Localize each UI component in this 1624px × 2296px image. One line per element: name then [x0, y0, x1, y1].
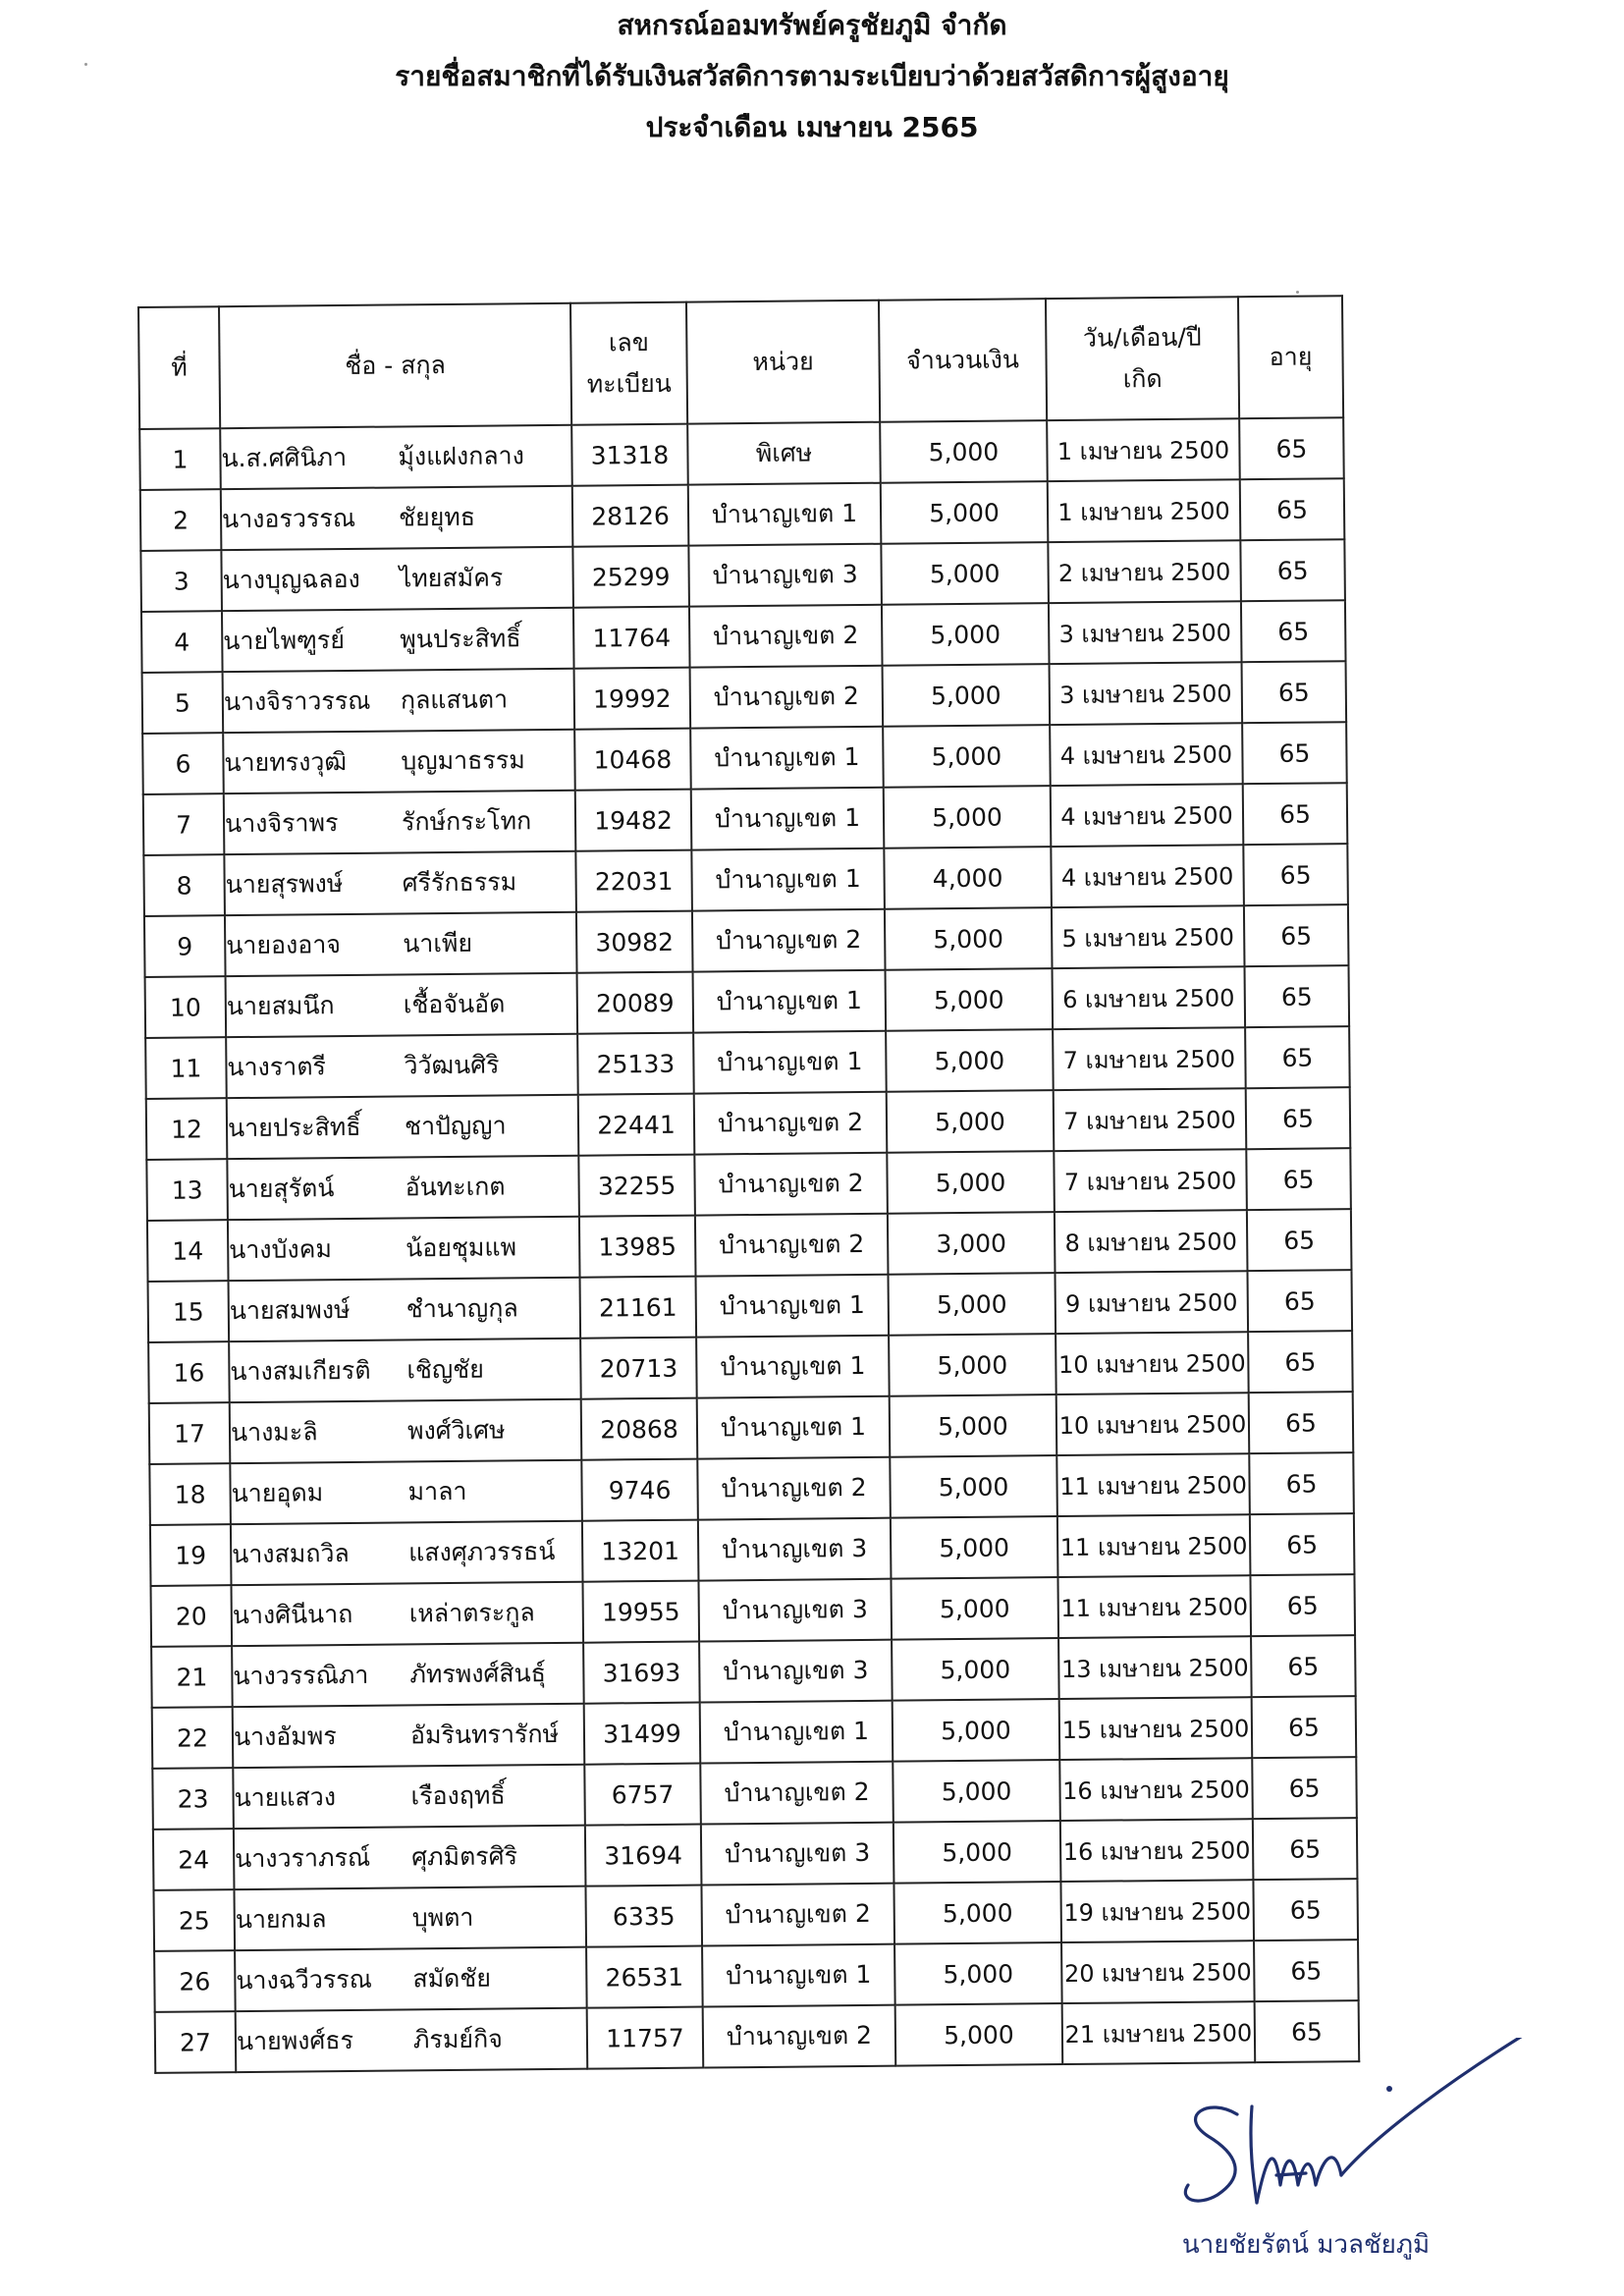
welfare-amount: 5,000	[886, 1029, 1054, 1092]
member-last-name: วิวัฒนศิริ	[404, 1050, 500, 1080]
member-unit: บำนาญเขต 2	[689, 605, 883, 668]
member-unit: บำนาญเขต 1	[688, 483, 882, 546]
document-subtitle: รายชื่อสมาชิกที่ได้รับเงินสวัสดิการตามระเบียบว่าด้วยสวัสดิการผู้สูงอายุ	[395, 60, 1229, 92]
member-unit: บำนาญเขต 2	[692, 909, 886, 972]
birth-date: 20 เมษายน 2500	[1061, 1941, 1255, 2003]
member-name	[235, 1947, 587, 2011]
member-first-name: นางอรวรรณ	[221, 503, 356, 534]
member-age: 65	[1245, 965, 1350, 1027]
welfare-amount: 5,000	[893, 1699, 1060, 1762]
table-row	[150, 1513, 1355, 1586]
member-unit: พิเศษ	[687, 422, 881, 485]
column-header-amount: จำนวนเงิน	[879, 299, 1047, 422]
column-header-registration	[570, 302, 687, 425]
registration-number: 30982	[576, 911, 693, 973]
member-last-name: ชัยยุทธ	[398, 502, 476, 532]
row-number: 6	[142, 733, 224, 794]
member-unit: บำนาญเขต 3	[699, 1640, 893, 1703]
birth-date: 13 เมษายน 2500	[1058, 1636, 1252, 1699]
registration-number: 26531	[586, 1946, 703, 2008]
member-name	[226, 1034, 578, 1098]
table-row	[143, 844, 1348, 916]
welfare-amount: 5,000	[886, 968, 1054, 1031]
member-first-name: น.ส.ศศินิภา	[221, 442, 348, 473]
member-last-name: เหล่าตระกูล	[408, 1598, 535, 1628]
scan-speck	[84, 63, 87, 66]
row-number: 25	[153, 1889, 235, 1951]
member-name	[223, 730, 575, 793]
row-number: 16	[148, 1341, 230, 1403]
birth-date: 4 เมษายน 2500	[1051, 784, 1244, 847]
member-first-name: นางจิราพร	[224, 808, 339, 839]
member-age: 65	[1249, 1452, 1354, 1514]
welfare-amount: 5,000	[882, 603, 1050, 666]
member-first-name: นายพงศ์ธร	[236, 2025, 354, 2056]
welfare-amount: 5,000	[892, 1638, 1059, 1701]
table-row	[153, 1879, 1358, 1951]
table-row	[153, 1818, 1358, 1890]
member-first-name: นางราตรี	[227, 1052, 327, 1082]
registration-number: 22031	[575, 850, 692, 912]
member-name	[233, 1765, 585, 1829]
table-row	[151, 1635, 1356, 1708]
member-unit: บำนาญเขต 3	[698, 1579, 892, 1642]
table-row	[148, 1270, 1353, 1342]
registration-number: 20713	[580, 1338, 697, 1399]
registration-number: 11757	[587, 2007, 704, 2069]
member-first-name: นางอัมพร	[233, 1722, 337, 1752]
member-last-name: ชำนาญกุล	[406, 1293, 518, 1324]
registration-number: 31318	[571, 424, 688, 486]
welfare-amount: 5,000	[893, 1882, 1061, 1944]
row-number: 20	[151, 1585, 233, 1647]
member-name	[229, 1278, 581, 1341]
member-unit: บำนาญเขต 1	[690, 727, 884, 790]
row-number: 14	[147, 1220, 229, 1282]
column-header-no: ที่	[138, 306, 220, 429]
table-row	[140, 478, 1345, 551]
member-name	[222, 608, 574, 672]
column-header-age: อายุ	[1238, 296, 1343, 418]
member-age: 65	[1242, 661, 1347, 723]
member-first-name: นางฉวีวรรณ	[236, 1964, 373, 1995]
member-name	[234, 1886, 586, 1950]
birth-date: 3 เมษายน 2500	[1050, 662, 1243, 725]
row-number: 5	[142, 672, 224, 734]
birth-date: 1 เมษายน 2500	[1047, 418, 1240, 481]
member-first-name: นางมะลิ	[230, 1417, 318, 1448]
row-number: 18	[149, 1463, 231, 1525]
birth-date: 10 เมษายน 2500	[1056, 1332, 1249, 1394]
member-first-name: นายสุรัตน์	[228, 1174, 335, 1204]
welfare-amount: 5,000	[887, 1090, 1055, 1153]
document-header	[0, 0, 1624, 153]
member-name	[233, 1704, 585, 1768]
member-age: 65	[1244, 904, 1349, 966]
birth-date: 16 เมษายน 2500	[1060, 1819, 1254, 1882]
member-unit: บำนาญเขต 2	[695, 1214, 889, 1277]
birth-date: 11 เมษายน 2500	[1057, 1514, 1251, 1577]
member-name	[230, 1460, 582, 1524]
table-row	[144, 904, 1349, 977]
column-header-unit: หน่วย	[686, 301, 880, 424]
member-last-name: พงศ์วิเศษ	[406, 1415, 506, 1446]
member-age: 65	[1253, 1879, 1358, 1941]
welfare-amount: 5,000	[881, 542, 1049, 605]
member-unit: บำนาญเขต 2	[697, 1457, 891, 1520]
member-last-name: ภิรมย์กิจ	[412, 2024, 503, 2054]
birth-date: 9 เมษายน 2500	[1055, 1271, 1248, 1334]
member-last-name: แสงศุภวรรธน์	[408, 1536, 556, 1567]
member-unit: บำนาญเขต 1	[697, 1396, 891, 1459]
welfare-amount: 5,000	[887, 1151, 1055, 1214]
member-unit: บำนาญเขต 2	[690, 666, 884, 729]
member-last-name: บุญมาธรรม	[401, 745, 525, 776]
row-number: 23	[152, 1768, 234, 1830]
member-last-name: สมัดชัย	[412, 1963, 492, 1994]
registration-number: 21161	[580, 1277, 697, 1339]
row-number: 27	[155, 2011, 237, 2073]
member-age: 65	[1243, 783, 1348, 845]
member-unit: บำนาญเขต 2	[703, 2005, 896, 2068]
welfare-amount: 5,000	[890, 1455, 1057, 1518]
member-first-name: นางวราภรณ์	[235, 1842, 371, 1874]
welfare-amount: 5,000	[885, 907, 1053, 970]
column-header-birthdate-line2: เกิด	[1122, 363, 1163, 394]
welfare-amount: 5,000	[888, 1273, 1056, 1336]
row-number: 13	[146, 1159, 228, 1221]
member-age: 65	[1241, 600, 1346, 662]
table-row	[147, 1209, 1352, 1282]
member-first-name: นายประสิทธิ์	[227, 1112, 361, 1143]
table-row	[142, 661, 1347, 734]
member-last-name: ไทยสมัคร	[399, 563, 504, 593]
table-body	[139, 417, 1359, 2073]
welfare-amount: 5,000	[890, 1394, 1057, 1457]
member-age: 65	[1251, 1635, 1356, 1697]
birth-date: 11 เมษายน 2500	[1056, 1453, 1250, 1516]
registration-number: 13201	[582, 1520, 699, 1582]
member-unit: บำนาญเขต 1	[691, 848, 885, 911]
member-first-name: นางสมเกียรติ	[230, 1355, 371, 1387]
table-row	[140, 539, 1345, 612]
table-row	[151, 1574, 1356, 1647]
table-row	[149, 1392, 1354, 1464]
member-unit: บำนาญเขต 1	[696, 1336, 890, 1398]
member-last-name: อัมรินทรารักษ์	[409, 1719, 560, 1750]
member-name	[224, 851, 576, 915]
row-number: 15	[148, 1281, 230, 1342]
welfare-amount: 5,000	[880, 420, 1048, 483]
member-last-name: น้อยชุมแพ	[406, 1232, 517, 1263]
birth-date: 6 เมษายน 2500	[1053, 966, 1246, 1029]
member-age: 65	[1253, 1818, 1358, 1880]
table-row	[152, 1757, 1357, 1830]
member-first-name: นายองอาจ	[226, 930, 342, 960]
member-unit: บำนาญเขต 1	[700, 1701, 893, 1764]
member-unit: บำนาญเขต 1	[693, 970, 887, 1033]
birth-date: 19 เมษายน 2500	[1060, 1880, 1254, 1942]
birth-date: 3 เมษายน 2500	[1049, 601, 1242, 664]
member-last-name: อันทะเกต	[405, 1172, 506, 1202]
column-header-birthdate	[1046, 297, 1239, 420]
row-number: 19	[150, 1524, 232, 1586]
table-row	[152, 1696, 1357, 1769]
member-age: 65	[1245, 1026, 1350, 1088]
member-first-name: นางจิราวรรณ	[223, 685, 371, 717]
member-unit: บำนาญเขต 3	[701, 1823, 894, 1886]
member-name	[221, 486, 573, 550]
table-row	[146, 1148, 1351, 1221]
registration-number: 19955	[582, 1581, 699, 1643]
member-last-name: ศุภมิตรศิริ	[411, 1841, 518, 1872]
member-name	[236, 2008, 588, 2072]
registration-number: 25133	[577, 1033, 694, 1095]
member-age: 65	[1252, 1757, 1357, 1819]
row-number: 22	[152, 1707, 234, 1769]
row-number: 26	[154, 1950, 236, 2012]
welfare-amount: 4,000	[884, 847, 1052, 909]
member-name	[226, 973, 578, 1037]
registration-number: 20089	[577, 972, 694, 1034]
birth-date: 4 เมษายน 2500	[1051, 845, 1244, 907]
welfare-amount: 5,000	[894, 1942, 1062, 2005]
registration-number: 6757	[584, 1764, 701, 1826]
birth-date: 11 เมษายน 2500	[1057, 1575, 1251, 1638]
column-header-name: ชื่อ - สกุล	[219, 303, 571, 428]
birth-date: 8 เมษายน 2500	[1055, 1210, 1248, 1273]
member-first-name: นางบังคม	[229, 1234, 332, 1265]
row-number: 9	[144, 915, 226, 977]
registration-number: 28126	[572, 485, 689, 547]
registration-number: 19992	[574, 668, 691, 730]
table-row	[145, 965, 1350, 1038]
registration-number: 31499	[584, 1703, 701, 1765]
member-unit: บำนาญเขต 1	[691, 788, 885, 850]
member-name	[225, 912, 577, 976]
member-first-name: นายแสวง	[234, 1782, 337, 1813]
registration-number: 22441	[578, 1094, 695, 1156]
member-age: 65	[1246, 1087, 1351, 1149]
member-unit: บำนาญเขต 3	[698, 1518, 892, 1581]
member-last-name: ศรีรักธรรม	[402, 867, 517, 898]
member-last-name: นาเพีย	[403, 928, 473, 958]
welfare-amount: 5,000	[889, 1334, 1056, 1396]
row-number: 2	[140, 489, 222, 551]
header-row	[138, 296, 1343, 429]
member-name	[227, 1095, 579, 1159]
registration-number: 31694	[585, 1825, 702, 1886]
member-unit: บำนาญเขต 1	[696, 1275, 890, 1338]
member-age: 65	[1242, 722, 1347, 784]
table-header	[138, 296, 1343, 429]
column-header-birthdate-line1: วัน/เดือน/ปี	[1082, 322, 1202, 353]
birth-date: 1 เมษายน 2500	[1048, 479, 1241, 542]
welfare-amount: 5,000	[893, 1821, 1061, 1884]
welfare-amount: 5,000	[884, 786, 1052, 848]
member-first-name: นางสมถวิล	[232, 1538, 350, 1569]
member-unit: บำนาญเขต 3	[688, 544, 882, 607]
member-age: 65	[1252, 1696, 1357, 1758]
row-number: 7	[143, 793, 225, 855]
registration-number: 10468	[574, 729, 691, 791]
member-age: 65	[1240, 478, 1345, 540]
member-name	[224, 791, 576, 854]
period-line: ประจำเดือน เมษายน 2565	[645, 111, 979, 143]
member-name	[220, 425, 572, 489]
row-number: 11	[145, 1037, 227, 1099]
row-number: 8	[143, 854, 225, 916]
birth-date: 16 เมษายน 2500	[1059, 1758, 1253, 1821]
registration-number: 31693	[583, 1642, 700, 1704]
member-age: 65	[1250, 1513, 1355, 1575]
member-age: 65	[1239, 417, 1344, 479]
registration-number: 25299	[572, 546, 689, 608]
member-first-name: นายอุดม	[231, 1478, 324, 1508]
organization-title: สหกรณ์ออมทรัพย์ครูชัยภูมิ จำกัด	[617, 9, 1007, 41]
member-last-name: มาลา	[407, 1476, 467, 1506]
table-row	[143, 783, 1348, 855]
birth-date: 10 เมษายน 2500	[1056, 1393, 1250, 1455]
member-age: 65	[1255, 2000, 1360, 2062]
welfare-amount: 5,000	[883, 725, 1051, 788]
member-age: 65	[1243, 844, 1348, 905]
member-age: 65	[1247, 1270, 1352, 1332]
member-last-name: เชิญชัย	[406, 1354, 484, 1385]
table-row	[139, 417, 1344, 490]
row-number: 24	[153, 1829, 235, 1890]
table-row	[149, 1452, 1354, 1525]
member-name	[232, 1582, 584, 1646]
member-unit: บำนาญเขต 2	[694, 1153, 888, 1216]
member-first-name: นางบุญฉลอง	[222, 564, 360, 595]
member-age: 65	[1240, 539, 1345, 601]
table-row	[154, 1940, 1359, 2012]
member-last-name: พูนประสิทธิ์	[400, 624, 521, 654]
member-first-name: นางวรรณิภา	[233, 1660, 369, 1691]
table-row	[146, 1087, 1351, 1160]
member-last-name: ชาปัญญา	[404, 1111, 507, 1141]
birth-date: 4 เมษายน 2500	[1050, 723, 1243, 786]
member-last-name: ภัทรพงศ์สินธุ์	[409, 1659, 547, 1689]
member-age: 65	[1247, 1209, 1352, 1271]
birth-date: 7 เมษายน 2500	[1053, 1027, 1246, 1090]
member-age: 65	[1249, 1392, 1354, 1453]
member-last-name: มุ้งแฝงกลาง	[398, 441, 524, 471]
row-number: 3	[140, 550, 222, 612]
column-header-registration-line1: เลข	[608, 328, 649, 357]
member-name	[231, 1521, 583, 1585]
member-unit: บำนาญเขต 1	[702, 1944, 895, 2007]
member-unit: บำนาญเขต 2	[694, 1092, 888, 1155]
member-name	[227, 1156, 579, 1220]
birth-date: 21 เมษายน 2500	[1062, 2001, 1256, 2064]
birth-date: 5 เมษายน 2500	[1052, 905, 1245, 968]
member-last-name: บุพตา	[411, 1902, 474, 1933]
registration-number: 32255	[578, 1155, 695, 1217]
row-number: 12	[146, 1098, 228, 1160]
birth-date: 7 เมษายน 2500	[1054, 1088, 1247, 1151]
scan-speck	[1296, 291, 1299, 294]
welfare-amount: 5,000	[883, 664, 1051, 727]
member-name	[221, 547, 573, 611]
member-first-name: นายทรงวุฒิ	[224, 746, 348, 778]
welfare-amount: 3,000	[888, 1212, 1056, 1275]
table-row	[141, 600, 1346, 673]
member-name	[232, 1643, 584, 1707]
member-name	[230, 1399, 582, 1463]
member-age: 65	[1254, 1940, 1359, 2001]
registration-number: 11764	[573, 607, 690, 669]
member-name	[234, 1826, 586, 1889]
row-number: 4	[141, 611, 223, 673]
welfare-amount: 5,000	[891, 1577, 1058, 1640]
birth-date: 15 เมษายน 2500	[1059, 1697, 1253, 1760]
member-unit: บำนาญเขต 2	[700, 1762, 893, 1825]
member-age: 65	[1246, 1148, 1351, 1210]
member-last-name: กุลแสนตา	[400, 684, 509, 715]
member-first-name: นายกมล	[235, 1904, 327, 1935]
birth-date: 2 เมษายน 2500	[1048, 540, 1241, 603]
table-row	[145, 1026, 1350, 1099]
table-row	[148, 1331, 1353, 1403]
row-number: 17	[149, 1402, 231, 1464]
registration-number: 20868	[581, 1398, 698, 1460]
registration-number: 19482	[575, 790, 692, 851]
row-number: 1	[139, 428, 221, 490]
welfare-amount: 5,000	[881, 481, 1049, 544]
member-first-name: นายไพฑูรย์	[223, 625, 346, 656]
signatory-name: นายชัยรัตน์ มวลชัยภูมิ	[1181, 2230, 1431, 2260]
birth-date: 7 เมษายน 2500	[1054, 1149, 1247, 1212]
registration-number: 6335	[585, 1886, 702, 1947]
member-age: 65	[1248, 1331, 1353, 1393]
column-header-registration-line2: ทะเบียน	[586, 368, 672, 399]
member-name	[223, 669, 575, 733]
member-unit: บำนาญเขต 1	[693, 1031, 887, 1094]
welfare-amount: 5,000	[895, 2003, 1063, 2066]
member-first-name: นายสมพงษ์	[229, 1294, 351, 1326]
member-name	[228, 1217, 580, 1281]
row-number: 21	[151, 1646, 233, 1708]
table-row	[142, 722, 1347, 794]
member-unit: บำนาญเขต 2	[701, 1884, 894, 1946]
member-first-name: นายสุรพงษ์	[225, 869, 344, 900]
member-first-name: นายสมนึก	[226, 991, 335, 1021]
row-number: 10	[145, 976, 227, 1038]
member-age: 65	[1250, 1574, 1355, 1636]
member-last-name: เรืองฤทธิ์	[410, 1780, 506, 1811]
member-last-name: เชื้อจันอัด	[403, 989, 506, 1019]
member-last-name: รักษ์กระโทก	[401, 806, 532, 837]
welfare-amount: 5,000	[893, 1760, 1060, 1823]
member-name	[229, 1339, 581, 1402]
registration-number: 9746	[581, 1459, 698, 1521]
welfare-amount: 5,000	[891, 1516, 1058, 1579]
member-welfare-table	[137, 295, 1360, 2074]
registration-number: 13985	[579, 1216, 696, 1278]
member-first-name: นางศินีนาถ	[232, 1599, 353, 1630]
